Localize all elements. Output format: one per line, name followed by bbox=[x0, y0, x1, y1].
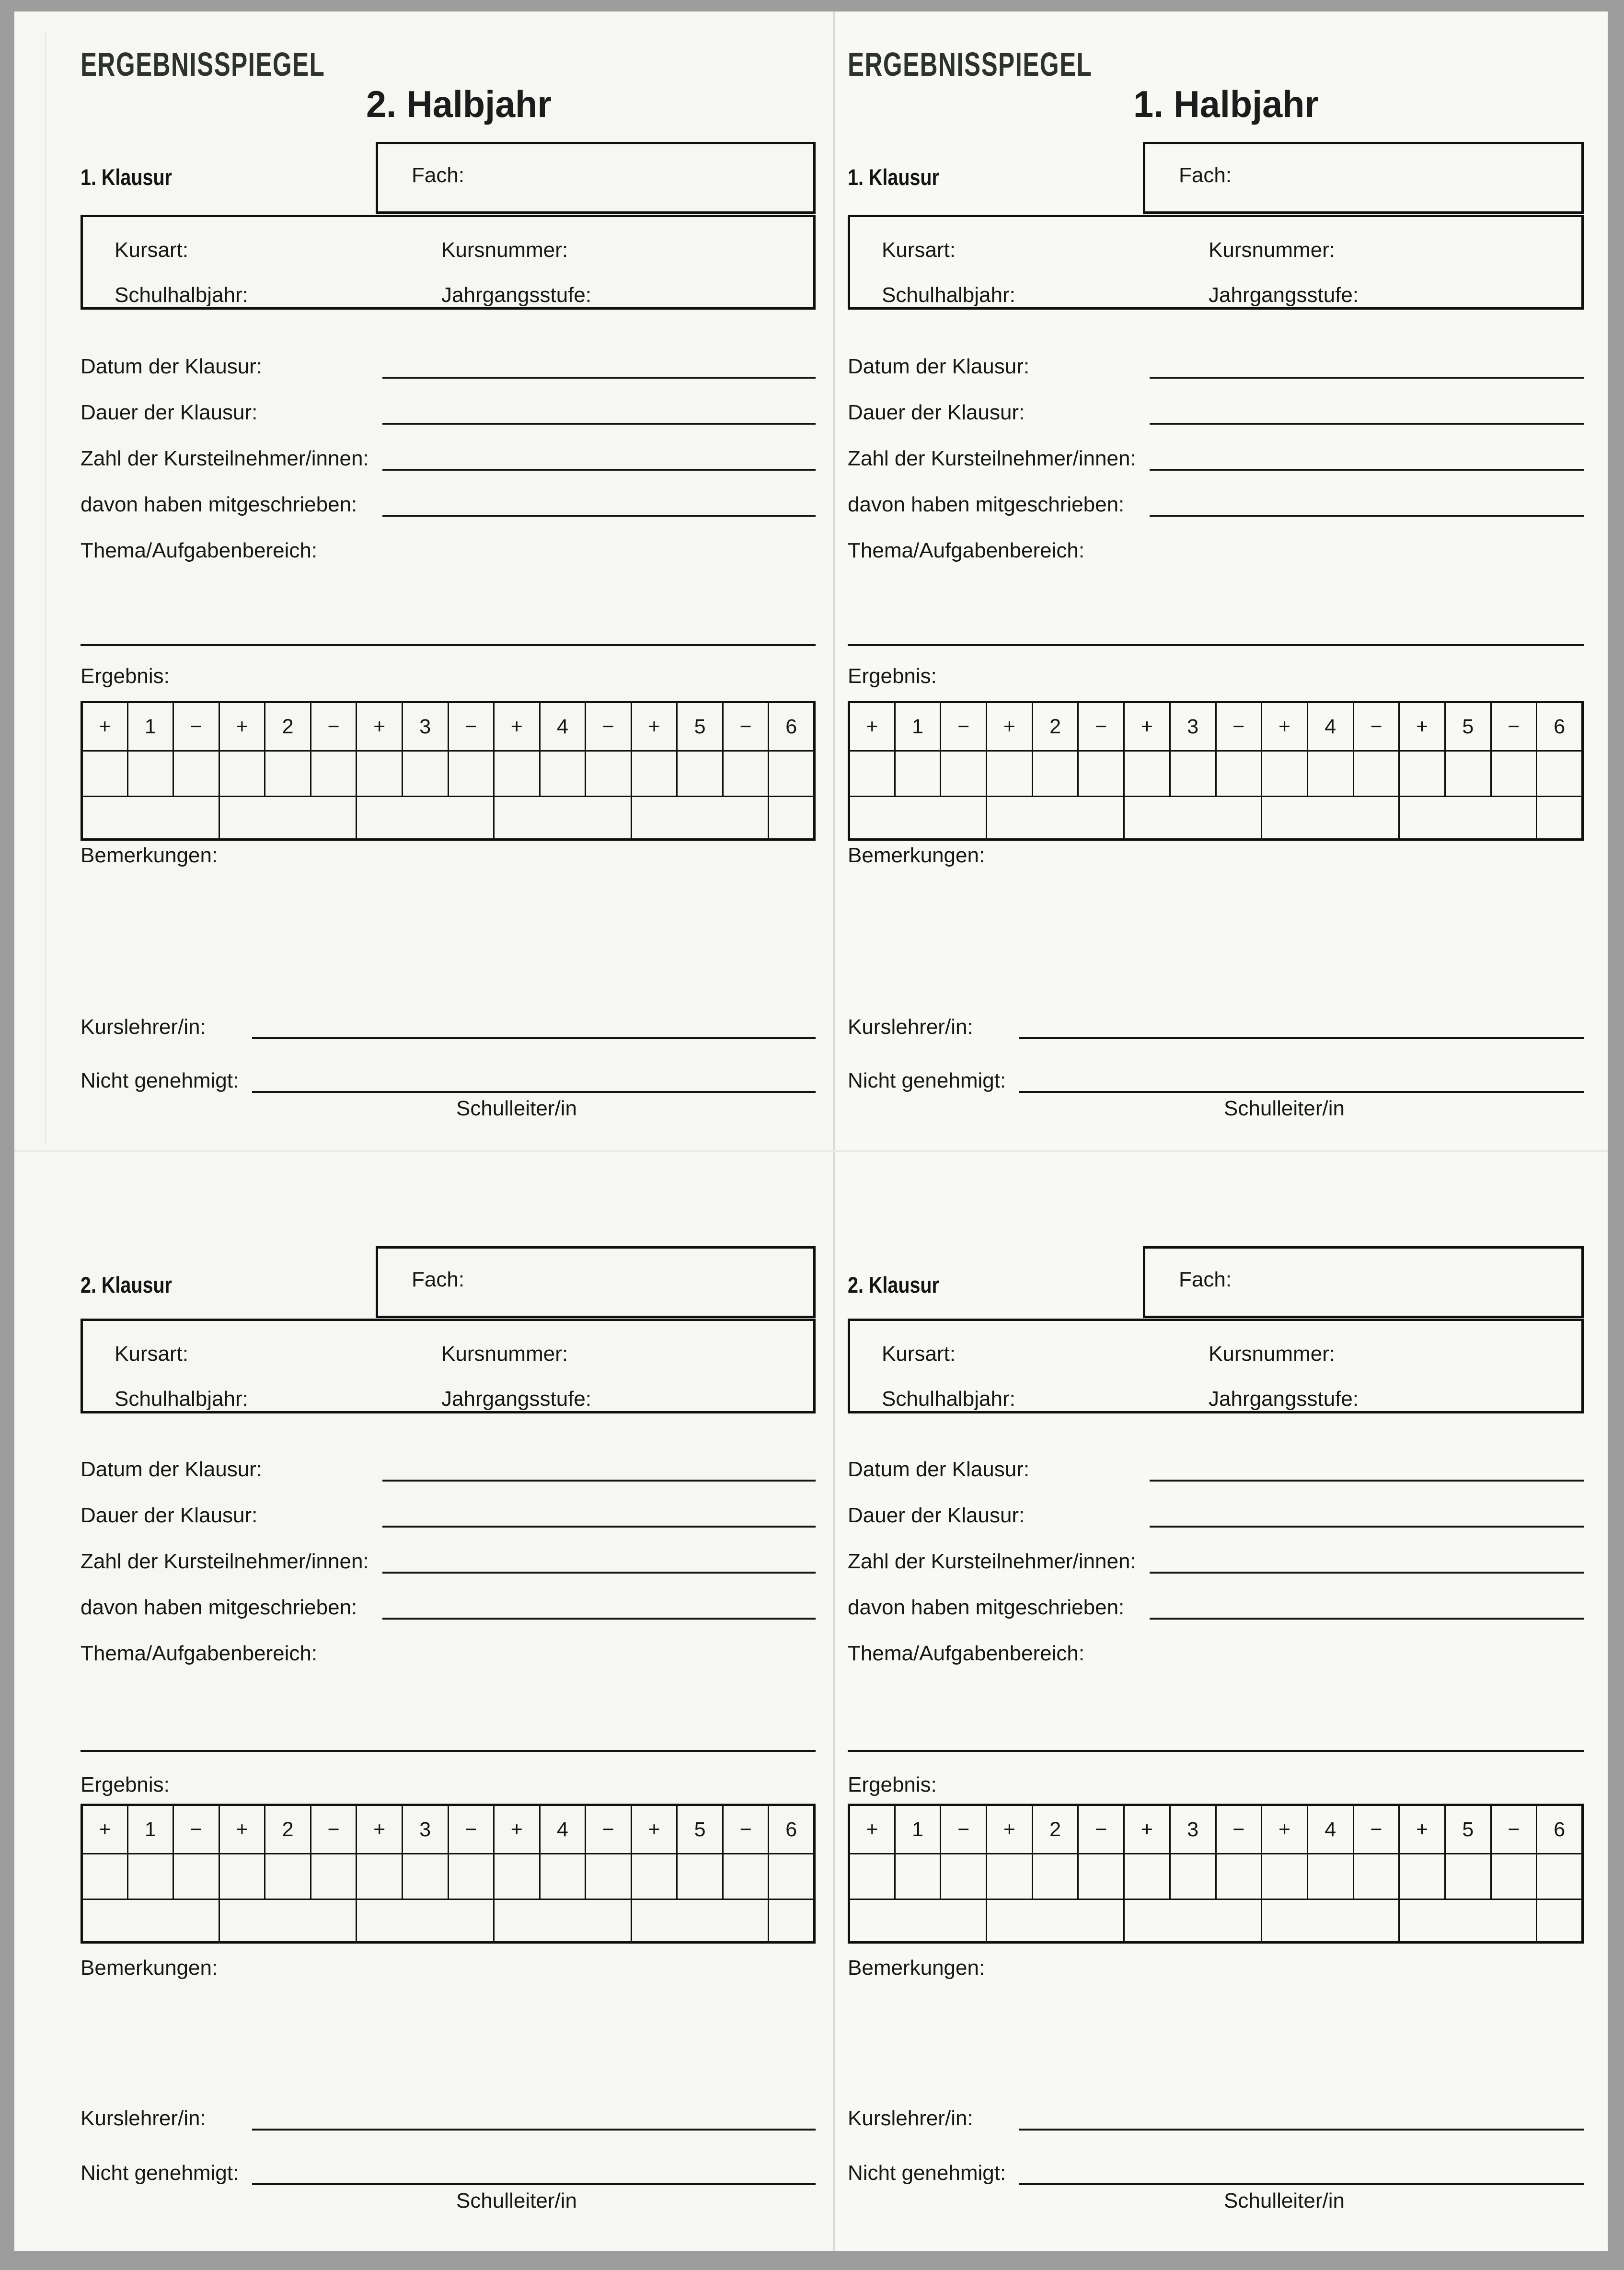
field-davon bbox=[81, 1595, 816, 1620]
klausur-heading: 2. Klausur bbox=[81, 1272, 172, 1297]
zahl-blank-line bbox=[382, 469, 816, 471]
grade-count-cell bbox=[1124, 1854, 1170, 1899]
grade-count-cell bbox=[402, 751, 448, 797]
grade-count-cell bbox=[1445, 1854, 1491, 1899]
grade-summary-cell bbox=[1262, 797, 1399, 840]
bemerkungen-label: Bemerkungen: bbox=[848, 1956, 985, 1980]
grade-count-cell bbox=[1262, 1854, 1308, 1899]
grade-count-cell bbox=[1032, 1854, 1078, 1899]
kurs-info-box bbox=[848, 1319, 1584, 1413]
datum-label: Datum der Klausur: bbox=[848, 355, 1030, 378]
datum-label: Datum der Klausur: bbox=[848, 1458, 1030, 1481]
field-datum bbox=[81, 354, 816, 379]
kursnummer-label: Kursnummer: bbox=[1209, 1342, 1336, 1366]
davon-blank-line bbox=[1150, 1618, 1584, 1620]
kursnummer-label: Kursnummer: bbox=[1209, 238, 1336, 262]
nicht-genehmigt-signature-line bbox=[1019, 1091, 1584, 1093]
zahl-blank-line bbox=[382, 1572, 816, 1574]
thema-label: Thema/Aufgabenbereich: bbox=[81, 1642, 318, 1665]
grade-header-cell: 3 bbox=[402, 1805, 448, 1854]
kursart-label: Kursart: bbox=[115, 238, 189, 262]
grade-count-cell bbox=[357, 1854, 403, 1899]
grade-count-cell bbox=[311, 751, 357, 797]
field-nicht-genehmigt bbox=[81, 2159, 816, 2185]
grade-count-cell bbox=[586, 751, 632, 797]
grade-header-cell: − bbox=[1353, 702, 1399, 751]
fach-label: Fach: bbox=[1179, 1268, 1232, 1291]
grade-summary-cell bbox=[1399, 797, 1537, 840]
grade-header-cell: + bbox=[631, 702, 677, 751]
fach-box bbox=[376, 142, 816, 214]
jahrgangsstufe-label: Jahrgangsstufe: bbox=[441, 1387, 592, 1411]
kurs-info-box bbox=[848, 215, 1584, 310]
field-nicht-genehmigt bbox=[848, 2159, 1584, 2185]
grade-header-cell: + bbox=[1124, 1805, 1170, 1854]
kursart-label: Kursart: bbox=[115, 1342, 189, 1366]
klausur-heading: 1. Klausur bbox=[848, 164, 939, 190]
grade-count-cell bbox=[1353, 1854, 1399, 1899]
grade-summary-cell bbox=[631, 1899, 769, 1943]
davon-label: davon haben mitgeschrieben: bbox=[848, 1596, 1125, 1619]
fach-box bbox=[1143, 142, 1584, 214]
kurslehrer-label: Kurslehrer/in: bbox=[848, 2107, 973, 2130]
grade-table bbox=[81, 701, 816, 841]
kurslehrer-label: Kurslehrer/in: bbox=[81, 2107, 206, 2130]
jahrgangsstufe-label: Jahrgangsstufe: bbox=[1209, 283, 1359, 307]
grade-count-cell bbox=[494, 751, 540, 797]
datum-label: Datum der Klausur: bbox=[81, 1458, 263, 1481]
field-zahl bbox=[848, 1549, 1584, 1574]
grade-table bbox=[81, 1804, 816, 1944]
grade-summary-cell bbox=[1124, 1899, 1262, 1943]
grade-count-cell bbox=[677, 1854, 723, 1899]
zahl-blank-line bbox=[1150, 1572, 1584, 1574]
grade-count-cell bbox=[1170, 751, 1216, 797]
grade-count-cell bbox=[1353, 751, 1399, 797]
grade-summary-cell bbox=[357, 797, 494, 840]
schulleiter-caption: Schulleiter/in bbox=[456, 1097, 577, 1120]
davon-label: davon haben mitgeschrieben: bbox=[81, 493, 357, 516]
fach-box bbox=[1143, 1246, 1584, 1318]
grade-summary-cell bbox=[219, 797, 357, 840]
grade-count-cell bbox=[631, 751, 677, 797]
grade-header-cell: − bbox=[1491, 702, 1537, 751]
grade-count-cell bbox=[941, 1854, 987, 1899]
grade-count-cell bbox=[494, 1854, 540, 1899]
grade-count-cell bbox=[265, 751, 311, 797]
grade-header-cell: 5 bbox=[677, 1805, 723, 1854]
grade-count-cell bbox=[1078, 751, 1124, 797]
field-kurslehrer bbox=[81, 1013, 816, 1039]
field-davon bbox=[81, 492, 816, 517]
field-thema bbox=[848, 1641, 1584, 1666]
field-davon bbox=[848, 492, 1584, 517]
grade-header-cell: − bbox=[448, 702, 494, 751]
grade-header-cell: 1 bbox=[127, 1805, 173, 1854]
form-section-top-left bbox=[14, 12, 833, 1150]
grade-summary-cell bbox=[987, 797, 1124, 840]
grade-header-cell: − bbox=[311, 702, 357, 751]
grade-count-cell bbox=[723, 751, 769, 797]
halbjahr-subtitle: 2. Halbjahr bbox=[366, 83, 552, 125]
field-dauer bbox=[848, 1503, 1584, 1528]
ergebnis-label: Ergebnis: bbox=[81, 664, 170, 688]
grade-count-cell bbox=[1537, 1854, 1583, 1899]
thema-label: Thema/Aufgabenbereich: bbox=[848, 1642, 1085, 1665]
grade-summary-cell bbox=[1537, 797, 1583, 840]
grade-summary-cell bbox=[494, 1899, 632, 1943]
grade-count-cell bbox=[1170, 1854, 1216, 1899]
dauer-blank-line bbox=[382, 423, 816, 425]
grade-summary-cell bbox=[1537, 1899, 1583, 1943]
grade-header-cell: − bbox=[941, 702, 987, 751]
grade-count-cell bbox=[357, 751, 403, 797]
grade-header-cell: + bbox=[849, 1805, 895, 1854]
davon-label: davon haben mitgeschrieben: bbox=[848, 493, 1125, 516]
field-zahl bbox=[81, 1549, 816, 1574]
grade-header-cell: + bbox=[987, 1805, 1033, 1854]
field-kurslehrer bbox=[81, 2105, 816, 2131]
grade-summary-cell bbox=[849, 1899, 987, 1943]
grade-count-cell bbox=[540, 751, 586, 797]
field-thema bbox=[81, 1641, 816, 1666]
kurslehrer-signature-line bbox=[252, 1037, 816, 1039]
grade-header-cell: + bbox=[357, 1805, 403, 1854]
grade-table bbox=[848, 701, 1584, 841]
davon-blank-line bbox=[382, 1618, 816, 1620]
thema-blank-line bbox=[81, 644, 816, 646]
bemerkungen-label: Bemerkungen: bbox=[848, 844, 985, 867]
dauer-label: Dauer der Klausur: bbox=[848, 1504, 1025, 1527]
grade-summary-cell bbox=[849, 797, 987, 840]
grade-header-cell: − bbox=[1353, 1805, 1399, 1854]
grade-header-cell: 2 bbox=[265, 702, 311, 751]
davon-blank-line bbox=[382, 515, 816, 517]
grade-header-cell: 4 bbox=[1307, 702, 1353, 751]
grade-count-cell bbox=[849, 1854, 895, 1899]
field-nicht-genehmigt bbox=[848, 1067, 1584, 1093]
grade-count-cell bbox=[723, 1854, 769, 1899]
field-datum bbox=[81, 1457, 816, 1482]
grade-count-cell bbox=[895, 1854, 941, 1899]
grade-count-cell bbox=[219, 1854, 265, 1899]
schulhalbjahr-label: Schulhalbjahr: bbox=[115, 1387, 248, 1411]
grade-count-cell bbox=[849, 751, 895, 797]
zahl-label: Zahl der Kursteilnehmer/innen: bbox=[848, 1550, 1136, 1573]
grade-count-cell bbox=[127, 751, 173, 797]
nicht-genehmigt-signature-line bbox=[1019, 2183, 1584, 2185]
grade-count-cell bbox=[1078, 1854, 1124, 1899]
grade-count-cell bbox=[1491, 1854, 1537, 1899]
fach-box bbox=[376, 1246, 816, 1318]
kurslehrer-signature-line bbox=[252, 2129, 816, 2131]
grade-summary-cell bbox=[1399, 1899, 1537, 1943]
grade-count-cell bbox=[1399, 751, 1445, 797]
grade-count-cell bbox=[402, 1854, 448, 1899]
grade-header-cell: + bbox=[219, 1805, 265, 1854]
grade-summary-cell bbox=[769, 797, 815, 840]
klausur-heading: 2. Klausur bbox=[848, 1272, 939, 1297]
grade-header-cell: + bbox=[1262, 1805, 1308, 1854]
grade-header-cell: − bbox=[941, 1805, 987, 1854]
grade-count-cell bbox=[540, 1854, 586, 1899]
grade-summary-cell bbox=[82, 1899, 219, 1943]
grade-count-cell bbox=[82, 751, 128, 797]
zahl-label: Zahl der Kursteilnehmer/innen: bbox=[81, 447, 369, 470]
field-dauer bbox=[81, 400, 816, 425]
grade-count-cell bbox=[127, 1854, 173, 1899]
nicht-genehmigt-label: Nicht genehmigt: bbox=[848, 2161, 1006, 2185]
grade-summary-cell bbox=[82, 797, 219, 840]
thema-blank-line bbox=[848, 644, 1584, 646]
jahrgangsstufe-label: Jahrgangsstufe: bbox=[1209, 1387, 1359, 1411]
grade-count-cell bbox=[586, 1854, 632, 1899]
grade-header-cell: 3 bbox=[402, 702, 448, 751]
zahl-label: Zahl der Kursteilnehmer/innen: bbox=[81, 1550, 369, 1573]
datum-label: Datum der Klausur: bbox=[81, 355, 263, 378]
field-thema bbox=[848, 538, 1584, 563]
grade-summary-cell bbox=[1262, 1899, 1399, 1943]
form-section-bottom-right bbox=[833, 1150, 1608, 2251]
grade-count-cell bbox=[311, 1854, 357, 1899]
grade-summary-cell bbox=[219, 1899, 357, 1943]
grade-header-cell: + bbox=[357, 702, 403, 751]
thema-label: Thema/Aufgabenbereich: bbox=[81, 539, 318, 562]
field-davon bbox=[848, 1595, 1584, 1620]
field-dauer bbox=[81, 1503, 816, 1528]
datum-blank-line bbox=[382, 377, 816, 379]
grade-header-cell: + bbox=[1124, 702, 1170, 751]
grade-header-cell: 3 bbox=[1170, 1805, 1216, 1854]
grade-header-cell: + bbox=[987, 702, 1033, 751]
scanned-paper bbox=[14, 12, 1608, 2251]
zahl-blank-line bbox=[1150, 469, 1584, 471]
schulhalbjahr-label: Schulhalbjahr: bbox=[115, 283, 248, 307]
grade-summary-cell bbox=[631, 797, 769, 840]
grade-count-cell bbox=[987, 751, 1033, 797]
grade-count-cell bbox=[1262, 751, 1308, 797]
grade-count-cell bbox=[265, 1854, 311, 1899]
fach-label: Fach: bbox=[412, 1268, 465, 1291]
field-zahl bbox=[81, 446, 816, 471]
grade-count-cell bbox=[1399, 1854, 1445, 1899]
grade-header-cell: + bbox=[1399, 1805, 1445, 1854]
grade-count-cell bbox=[769, 1854, 815, 1899]
grade-header-cell: 5 bbox=[677, 702, 723, 751]
kurslehrer-signature-line bbox=[1019, 2129, 1584, 2131]
dauer-blank-line bbox=[1150, 1526, 1584, 1528]
dauer-label: Dauer der Klausur: bbox=[848, 401, 1025, 424]
grade-count-cell bbox=[173, 751, 219, 797]
grade-count-cell bbox=[769, 751, 815, 797]
grade-count-cell bbox=[987, 1854, 1033, 1899]
grade-header-cell: 4 bbox=[540, 1805, 586, 1854]
grade-count-cell bbox=[1032, 751, 1078, 797]
grade-header-cell: − bbox=[173, 702, 219, 751]
kurs-info-box bbox=[81, 1319, 816, 1413]
grade-header-cell: + bbox=[1399, 702, 1445, 751]
grade-header-cell: 4 bbox=[1307, 1805, 1353, 1854]
grade-count-cell bbox=[82, 1854, 128, 1899]
schulleiter-caption: Schulleiter/in bbox=[456, 2189, 577, 2212]
davon-label: davon haben mitgeschrieben: bbox=[81, 1596, 357, 1619]
field-kurslehrer bbox=[848, 1013, 1584, 1039]
grade-header-cell: − bbox=[1078, 702, 1124, 751]
grade-count-cell bbox=[631, 1854, 677, 1899]
grade-header-cell: 6 bbox=[1537, 1805, 1583, 1854]
grade-summary-cell bbox=[494, 797, 632, 840]
kursnummer-label: Kursnummer: bbox=[441, 1342, 568, 1366]
kurslehrer-signature-line bbox=[1019, 1037, 1584, 1039]
grade-header-cell: + bbox=[82, 702, 128, 751]
datum-blank-line bbox=[1150, 377, 1584, 379]
grade-header-cell: 4 bbox=[540, 702, 586, 751]
nicht-genehmigt-signature-line bbox=[252, 1091, 816, 1093]
field-thema bbox=[81, 538, 816, 563]
grade-header-cell: − bbox=[1078, 1805, 1124, 1854]
form-title: ERGEBNISSPIEGEL bbox=[81, 46, 325, 83]
kurslehrer-label: Kurslehrer/in: bbox=[848, 1015, 973, 1039]
grade-header-cell: 5 bbox=[1445, 702, 1491, 751]
grade-header-cell: 6 bbox=[1537, 702, 1583, 751]
grade-header-cell: − bbox=[448, 1805, 494, 1854]
grade-header-cell: − bbox=[723, 702, 769, 751]
grade-count-cell bbox=[677, 751, 723, 797]
thema-blank-line bbox=[848, 1750, 1584, 1752]
grade-header-cell: 1 bbox=[127, 702, 173, 751]
fach-label: Fach: bbox=[412, 163, 465, 187]
klausur-heading: 1. Klausur bbox=[81, 164, 172, 190]
grade-count-cell bbox=[448, 1854, 494, 1899]
grade-header-cell: + bbox=[1262, 702, 1308, 751]
grade-count-cell bbox=[1307, 751, 1353, 797]
grade-count-cell bbox=[895, 751, 941, 797]
grade-header-cell: + bbox=[219, 702, 265, 751]
grade-header-cell: 2 bbox=[1032, 702, 1078, 751]
grade-count-cell bbox=[1537, 751, 1583, 797]
grade-header-cell: − bbox=[1491, 1805, 1537, 1854]
kurs-info-box bbox=[81, 215, 816, 310]
schulhalbjahr-label: Schulhalbjahr: bbox=[882, 283, 1015, 307]
ergebnis-label: Ergebnis: bbox=[81, 1773, 170, 1796]
grade-header-cell: − bbox=[586, 1805, 632, 1854]
grade-header-cell: + bbox=[494, 1805, 540, 1854]
kursnummer-label: Kursnummer: bbox=[441, 238, 568, 262]
grade-summary-cell bbox=[987, 1899, 1124, 1943]
nicht-genehmigt-signature-line bbox=[252, 2183, 816, 2185]
dauer-label: Dauer der Klausur: bbox=[81, 1504, 258, 1527]
datum-blank-line bbox=[382, 1480, 816, 1482]
grade-header-cell: 6 bbox=[769, 1805, 815, 1854]
grade-count-cell bbox=[1491, 751, 1537, 797]
dauer-label: Dauer der Klausur: bbox=[81, 401, 258, 424]
jahrgangsstufe-label: Jahrgangsstufe: bbox=[441, 283, 592, 307]
grade-header-cell: + bbox=[849, 702, 895, 751]
grade-header-cell: − bbox=[1216, 1805, 1262, 1854]
grade-count-cell bbox=[219, 751, 265, 797]
field-kurslehrer bbox=[848, 2105, 1584, 2131]
grade-header-cell: 6 bbox=[769, 702, 815, 751]
ergebnis-label: Ergebnis: bbox=[848, 1773, 937, 1796]
datum-blank-line bbox=[1150, 1480, 1584, 1482]
grade-count-cell bbox=[1216, 1854, 1262, 1899]
field-dauer bbox=[848, 400, 1584, 425]
kursart-label: Kursart: bbox=[882, 1342, 956, 1366]
grade-header-cell: − bbox=[173, 1805, 219, 1854]
grade-header-cell: 3 bbox=[1170, 702, 1216, 751]
grade-count-cell bbox=[941, 751, 987, 797]
grade-count-cell bbox=[1124, 751, 1170, 797]
bemerkungen-label: Bemerkungen: bbox=[81, 1956, 218, 1980]
grade-count-cell bbox=[448, 751, 494, 797]
grade-header-cell: + bbox=[631, 1805, 677, 1854]
zahl-label: Zahl der Kursteilnehmer/innen: bbox=[848, 447, 1136, 470]
dauer-blank-line bbox=[382, 1526, 816, 1528]
grade-header-cell: 1 bbox=[895, 702, 941, 751]
ergebnis-label: Ergebnis: bbox=[848, 664, 937, 688]
form-section-bottom-left bbox=[14, 1150, 833, 2251]
nicht-genehmigt-label: Nicht genehmigt: bbox=[81, 2161, 239, 2185]
form-section-top-right bbox=[833, 12, 1608, 1150]
field-zahl bbox=[848, 446, 1584, 471]
schulleiter-caption: Schulleiter/in bbox=[1224, 1097, 1345, 1120]
grade-header-cell: − bbox=[1216, 702, 1262, 751]
grade-summary-cell bbox=[357, 1899, 494, 1943]
kursart-label: Kursart: bbox=[882, 238, 956, 262]
grade-header-cell: − bbox=[723, 1805, 769, 1854]
field-datum bbox=[848, 354, 1584, 379]
thema-label: Thema/Aufgabenbereich: bbox=[848, 539, 1085, 562]
grade-count-cell bbox=[1216, 751, 1262, 797]
field-nicht-genehmigt bbox=[81, 1067, 816, 1093]
davon-blank-line bbox=[1150, 515, 1584, 517]
bemerkungen-label: Bemerkungen: bbox=[81, 844, 218, 867]
schulhalbjahr-label: Schulhalbjahr: bbox=[882, 1387, 1015, 1411]
nicht-genehmigt-label: Nicht genehmigt: bbox=[81, 1069, 239, 1092]
dauer-blank-line bbox=[1150, 423, 1584, 425]
fach-label: Fach: bbox=[1179, 163, 1232, 187]
grade-header-cell: + bbox=[494, 702, 540, 751]
nicht-genehmigt-label: Nicht genehmigt: bbox=[848, 1069, 1006, 1092]
grade-header-cell: − bbox=[311, 1805, 357, 1854]
grade-count-cell bbox=[173, 1854, 219, 1899]
grade-header-cell: 2 bbox=[1032, 1805, 1078, 1854]
grade-table bbox=[848, 1804, 1584, 1944]
field-datum bbox=[848, 1457, 1584, 1482]
grade-summary-cell bbox=[769, 1899, 815, 1943]
grade-count-cell bbox=[1445, 751, 1491, 797]
grade-header-cell: − bbox=[586, 702, 632, 751]
form-title: ERGEBNISSPIEGEL bbox=[848, 46, 1093, 83]
halbjahr-subtitle: 1. Halbjahr bbox=[1133, 83, 1319, 125]
kurslehrer-label: Kurslehrer/in: bbox=[81, 1015, 206, 1039]
grade-header-cell: 2 bbox=[265, 1805, 311, 1854]
grade-summary-cell bbox=[1124, 797, 1262, 840]
grade-header-cell: 5 bbox=[1445, 1805, 1491, 1854]
grade-count-cell bbox=[1307, 1854, 1353, 1899]
grade-header-cell: 1 bbox=[895, 1805, 941, 1854]
thema-blank-line bbox=[81, 1750, 816, 1752]
schulleiter-caption: Schulleiter/in bbox=[1224, 2189, 1345, 2212]
grade-header-cell: + bbox=[82, 1805, 128, 1854]
